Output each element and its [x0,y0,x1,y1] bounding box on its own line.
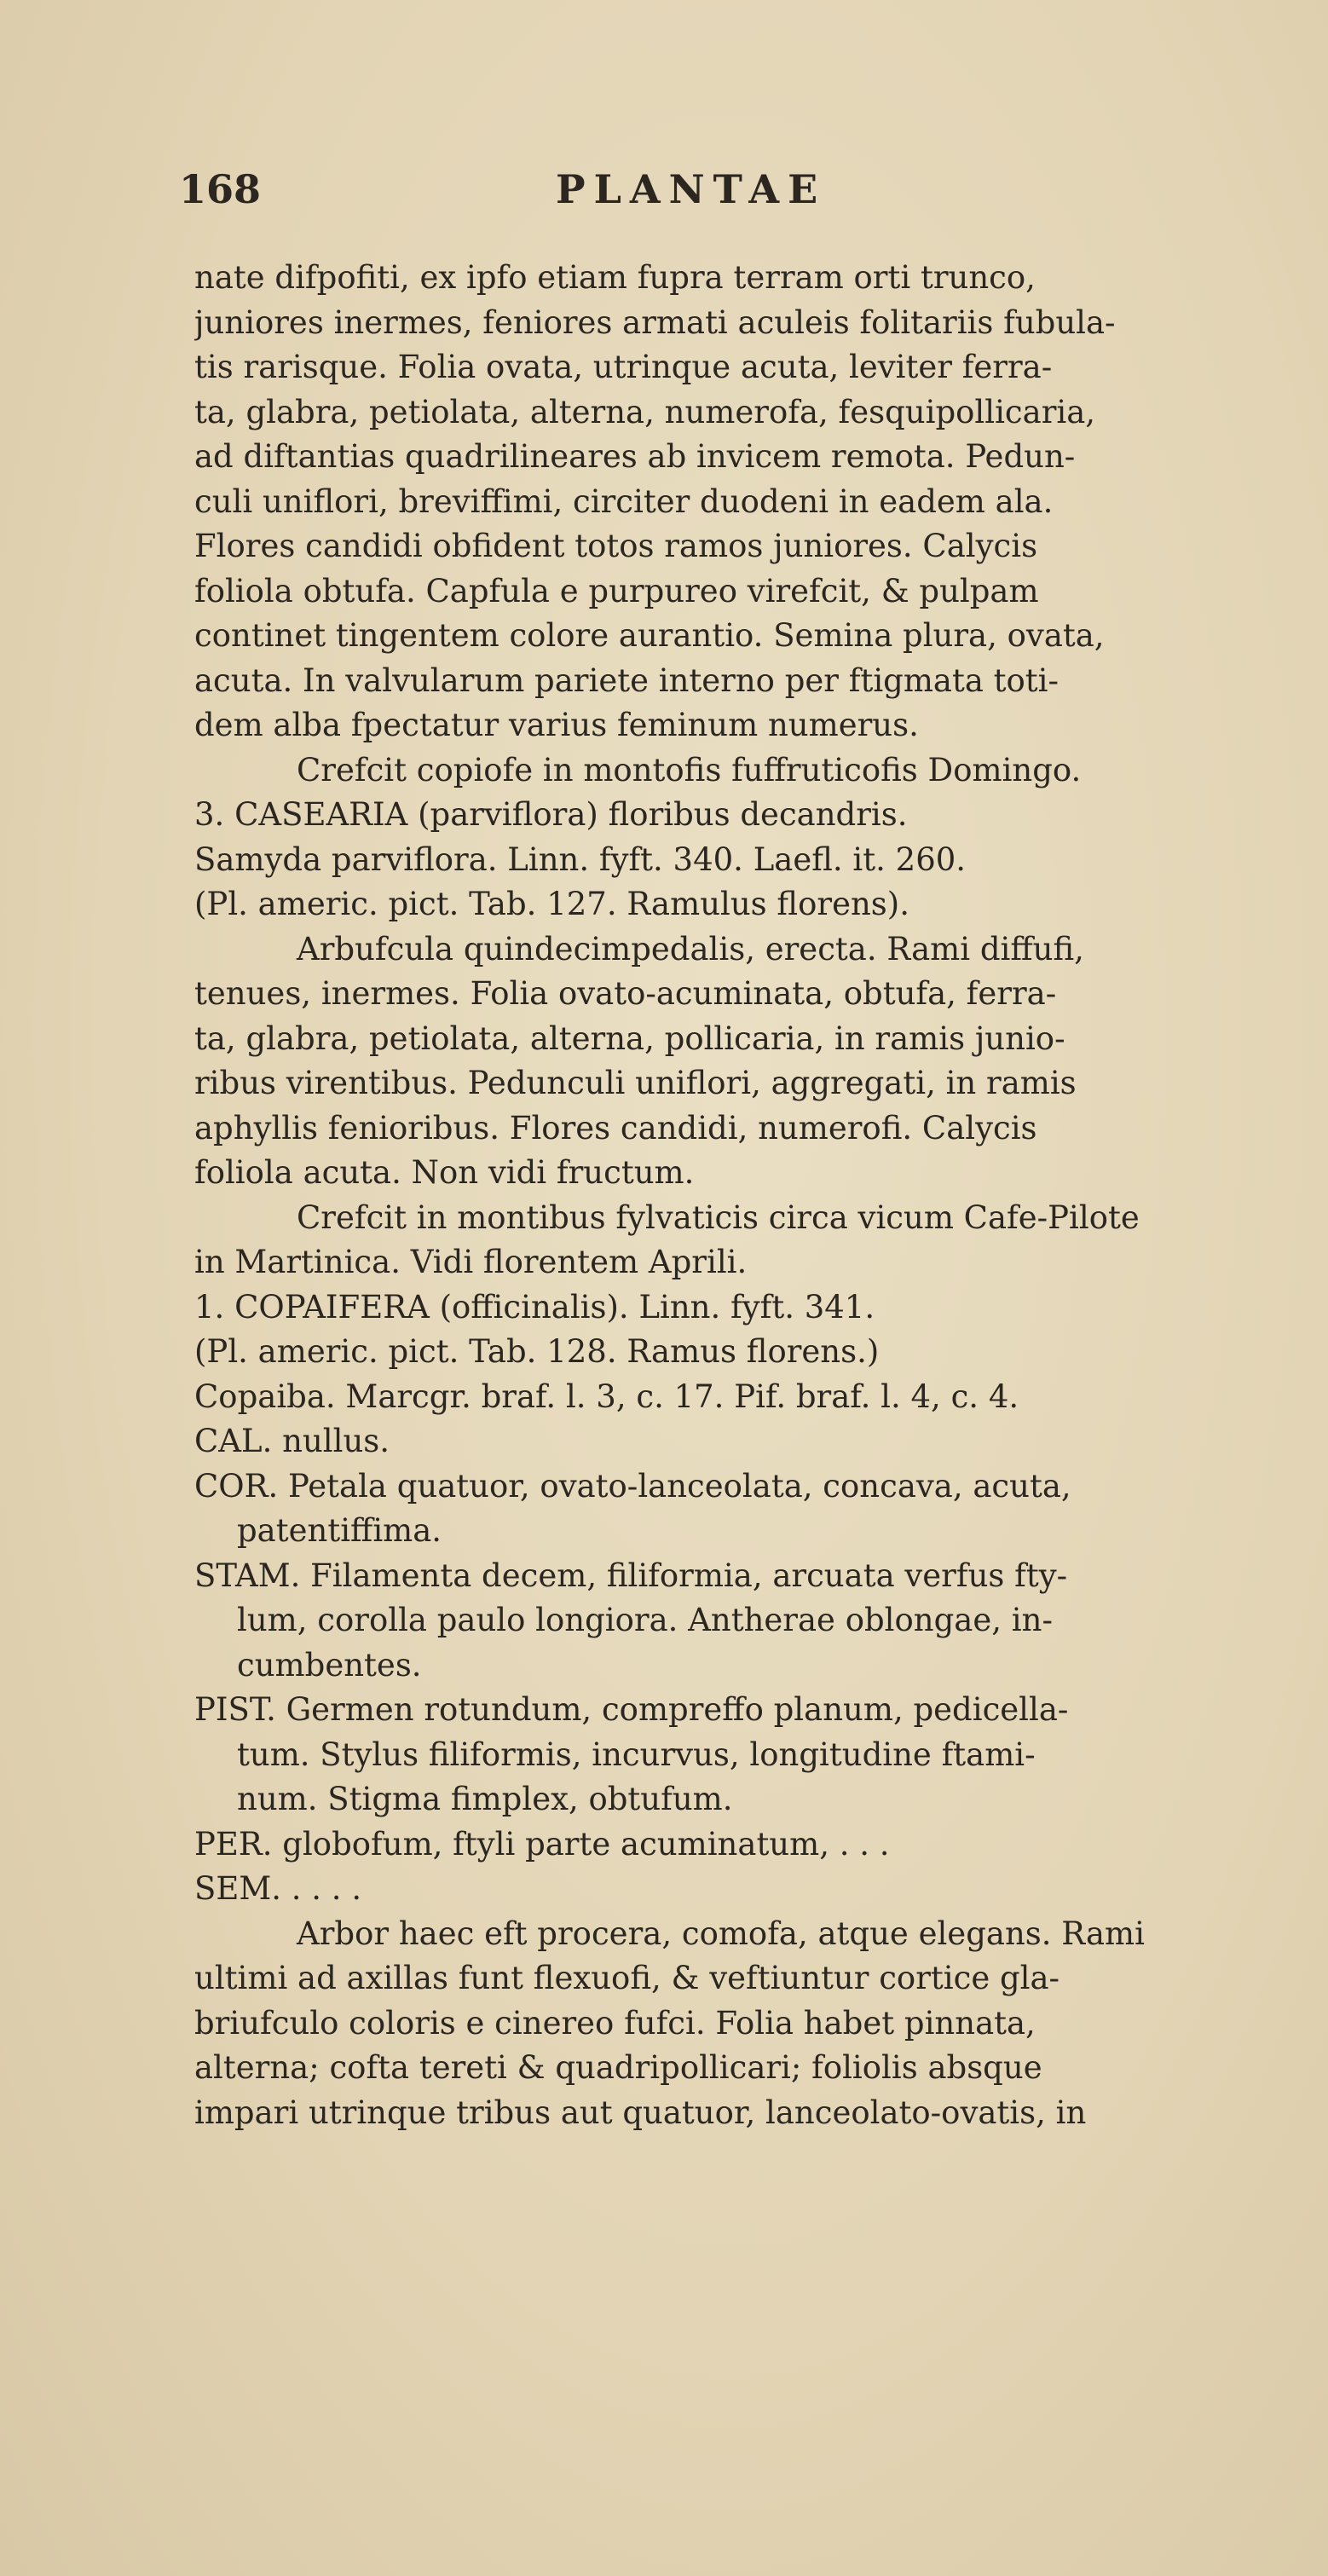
text-line: ta, glabra, petiolata, alterna, pollicaria, in ramis junio- [194,1019,1065,1057]
species-heading: 3. CASEARIA (parviflora) floribus decandris. [194,796,908,833]
text-line: in Martinica. Vidi florentem Aprili. [194,1244,748,1280]
pericarp-line: PER. globofum, ftyli parte acuminatum, . . . [194,1825,890,1863]
text-line: lum, corolla paulo longiora. Antherae oblongae, in- [237,1602,1053,1638]
text-line: ad diftantias quadrilineares ab invicem remota. Pedun- [194,438,1076,475]
running-title: PLANTAE [556,166,827,212]
plate-reference: (Pl. americ. pict. Tab. 127. Ramulus florens). [194,886,909,922]
text-line: alterna; cofta tereti & quadripollicari; foliolis absque [194,2049,1042,2086]
text-line: acuta. In valvularum pariete interno per ftigmata toti- [194,661,1060,699]
text-line: num. Stigma fimplex, obtufum. [237,1781,733,1817]
page-body [194,256,1318,2135]
text-line: tum. Stylus filiformis, incurvus, longitudine ftami- [237,1736,1036,1773]
species-heading: 1. COPAIFERA (officinalis). Linn. fyft. 341. [194,1288,875,1326]
plate-reference: (Pl. americ. pict. Tab. 128. Ramus florens.) [194,1333,880,1370]
text-line: briufculo coloris e cinereo fufci. Folia habet pinnata, [194,2004,1036,2042]
text-line: patentiffima. [237,1512,442,1549]
habitat-line: Crefcit copiofe in montofis fuffruticofis Domingo. [297,751,1082,788]
habitat-line: Crefcit in montibus fylvaticis circa vicum Cafe-Pilote [297,1198,1140,1236]
synonym-line: Copaiba. Marcgr. braf. l. 3, c. 17. Pif. braf. l. 4, c. 4. [194,1378,1019,1415]
text-line: Flores candidi obfident totos ramos juniores. Calycis [194,528,1038,564]
text-line: foliola obtufa. Capfula e purpureo virefcit, & pulpam [194,572,1039,609]
text-line: cumbentes. [237,1646,422,1684]
text-line: Arbor haec eft procera, comofa, atque elegans. Rami [297,1915,1145,1952]
text-line: impari utrinque tribus aut quatuor, lanceolato-ovatis, in [194,2094,1087,2131]
page-number: 168 [179,166,262,212]
corolla-line: COR. Petala quatuor, ovato-lanceolata, concava, acuta, [194,1467,1071,1505]
text-line: tenues, inermes. Folia ovato-acuminata, obtufa, ferra- [194,975,1057,1012]
text-line: aphyllis fenioribus. Flores candidi, numerofi. Calycis [194,1109,1037,1146]
text-line: ribus virentibus. Pedunculi uniflori, aggregati, in ramis [194,1065,1077,1101]
text-line: tis rarisque. Folia ovata, utrinque acuta, leviter ferra- [194,349,1053,385]
text-line: ultimi ad axillas funt flexuofi, & veftiuntur cortice gla- [194,1960,1060,1996]
text-line: nate difpofiti, ex ipfo etiam fupra terram orti trunco, [194,259,1036,296]
seed-line: SEM. . . . . [194,1870,362,1907]
calyx-line: CAL. nullus. [194,1423,390,1459]
synonym-line: Samyda parviflora. Linn. fyft. 340. Laefl. it. 260. [194,840,967,878]
text-line: juniores inermes, feniores armati aculeis folitariis fubula- [194,303,1116,341]
text-line: Arbufcula quindecimpedalis, erecta. Rami diffufi, [297,930,1084,967]
running-header [0,166,1328,226]
text-line: culi uniflori, breviffimi, circiter duodeni in eadem ala. [194,482,1054,520]
pistil-line: PIST. Germen rotundum, compreffo planum, pedicella- [194,1691,1069,1728]
stamen-line: STAM. Filamenta decem, filiformia, arcuata verfus fty- [194,1557,1068,1594]
text-line: foliola acuta. Non vidi fructum. [194,1154,695,1191]
text-line: dem alba fpectatur varius feminum numerus. [194,707,919,743]
text-line: continet tingentem colore aurantio. Semina plura, ovata, [194,617,1105,654]
text-line: ta, glabra, petiolata, alterna, numerofa, fesquipollicaria, [194,393,1096,430]
